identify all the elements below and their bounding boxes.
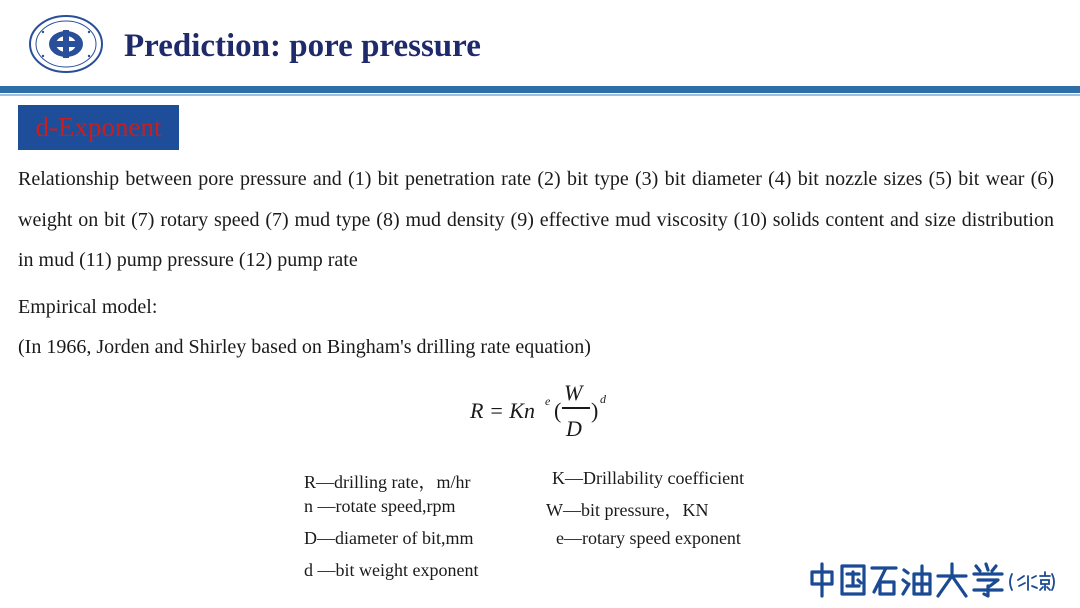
university-name-calligraphy-icon — [806, 560, 1056, 600]
formula-denominator: D — [566, 416, 582, 441]
formula-fraction-bar — [562, 407, 590, 409]
formula-close-paren: ) — [591, 398, 599, 423]
model-label: Empirical model: — [18, 296, 158, 318]
relationship-paragraph: Relationship between pore pressure and (1) bit penetration rate (2) bit type (3) bit diameter (4) bit nozzle sizes (5) bit wear (6) weight on bit (7) rotary speed (7) mud type (8) mud density (9) effective mud viscosity (10) solids content and size distribution in mud (11) pump pressure (12) pump rate — [18, 168, 1054, 271]
definition-e: e—rotary speed exponent — [556, 528, 741, 548]
model-source: (In 1966, Jorden and Shirley based on Bingham's drilling rate equation) — [18, 336, 591, 358]
formula-numerator: W — [564, 380, 583, 405]
header-divider — [0, 86, 1080, 93]
header-divider-thin — [0, 94, 1080, 96]
formula-lhs: R = Kn — [470, 398, 535, 423]
university-seal-icon — [28, 14, 104, 74]
section-label: d-Exponent — [18, 105, 179, 150]
definition-W: W—bit pressure，KN — [546, 500, 709, 520]
definition-R: R—drilling rate，m/hr — [304, 472, 471, 492]
formula-exponent-d: d — [600, 392, 606, 406]
definition-D: D—diameter of bit,mm — [304, 528, 474, 548]
definition-K: K—Drillability coefficient — [552, 468, 745, 488]
drilling-rate-formula — [470, 380, 630, 444]
definition-n: n —rotate speed,rpm — [304, 496, 456, 516]
definition-d: d —bit weight exponent — [304, 560, 479, 580]
formula-open-paren: ( — [554, 398, 562, 423]
formula-exponent-e: e — [545, 394, 551, 408]
page-title: Prediction: pore pressure — [124, 28, 481, 64]
